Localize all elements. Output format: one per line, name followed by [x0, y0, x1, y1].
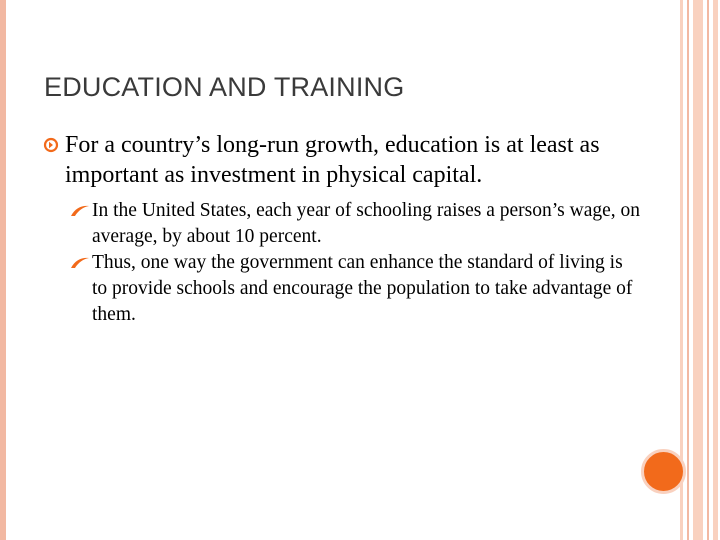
right-decorative-stripes [680, 0, 720, 540]
orange-circle-icon [641, 449, 686, 494]
sub-bullet-item [65, 250, 640, 328]
sub-bullet-text: In the United States, each year of schooling raises a person’s wage, on average, by about 10 percent. [92, 200, 640, 247]
sub-bullet-text: Thus, one way the government can enhance the standard of living is to provide schools and encourage the population to take advantage of them. [92, 252, 633, 325]
bullet-item [40, 130, 640, 190]
sub-bullet-list [65, 198, 640, 328]
sub-bullet-item [65, 198, 640, 250]
circle-arrow-bullet-icon [43, 137, 59, 153]
swoosh-bullet-icon [70, 204, 90, 218]
bullet-text: For a country’s long-run growth, education is at least as important as investment in physical capital. [65, 132, 600, 188]
left-border [0, 0, 6, 540]
swoosh-bullet-icon [70, 256, 90, 270]
slide-title: EDUCATION AND TRAINING [44, 72, 405, 102]
slide-content [40, 130, 640, 328]
